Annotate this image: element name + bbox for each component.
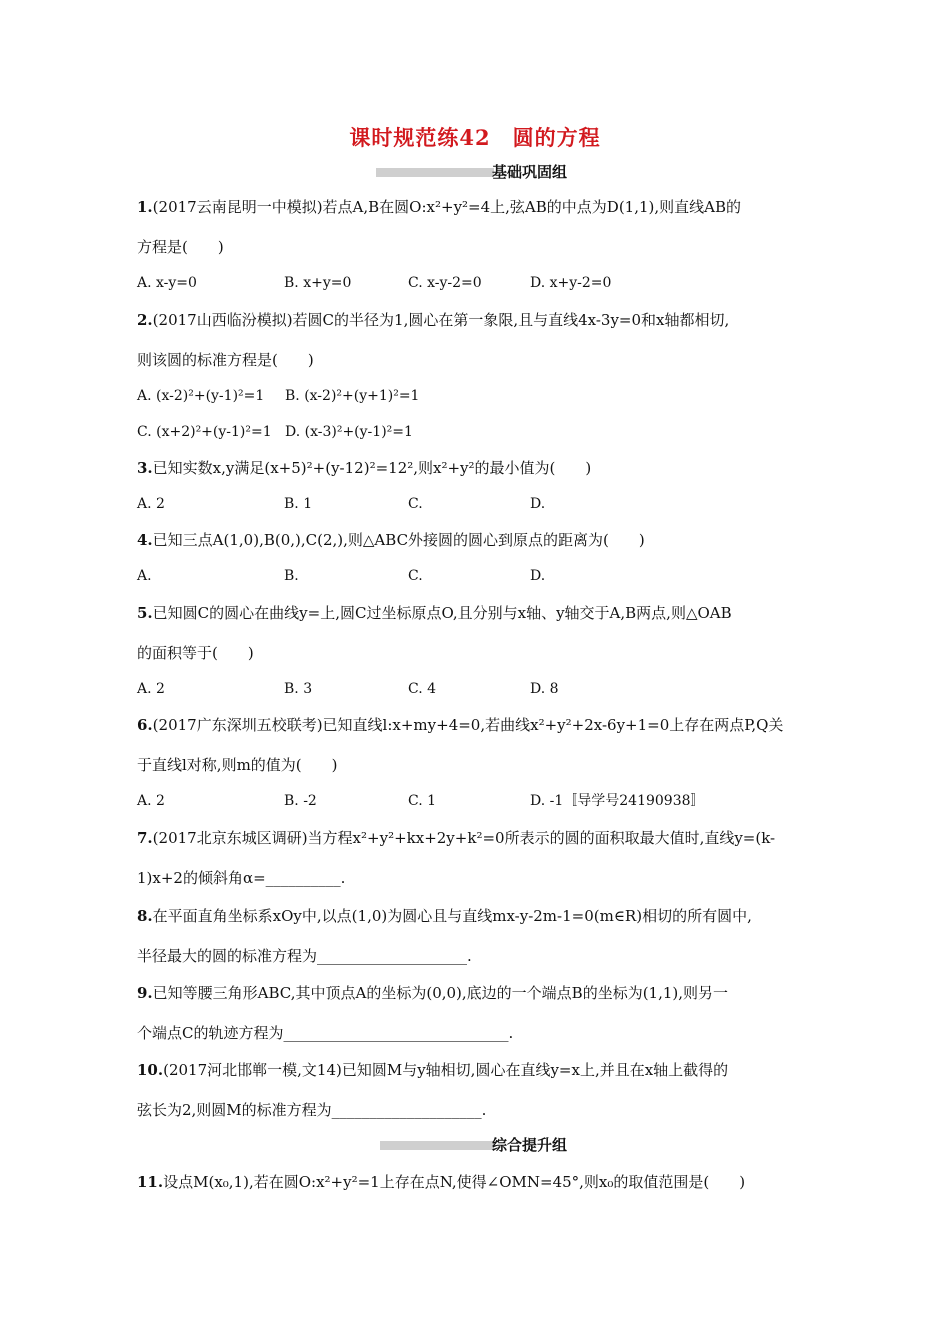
option-a: A. 2 xyxy=(137,681,165,697)
option-b: B. -2 xyxy=(284,793,317,809)
question-2-line-2: 则该圆的标准方程是( ) xyxy=(137,351,314,369)
option-b: B. (x-2)²+(y+1)²=1 xyxy=(285,388,420,404)
question-6-line-1: 6.(2017广东深圳五校联考)已知直线l:x+my+4=0,若曲线x²+y²+2x-6y+1=0上存在两点P,Q关 xyxy=(137,716,784,734)
question-9-line-1: 9.已知等腰三角形ABC,其中顶点A的坐标为(0,0),底边的一个端点B的坐标为(1,1),则另一 xyxy=(137,984,729,1002)
option-c: C. 1 xyxy=(408,793,437,809)
option-d: D. x+y-2=0 xyxy=(530,275,612,291)
question-6-line-2: 于直线l对称,则m的值为( ) xyxy=(137,756,338,774)
option-b: B. 1 xyxy=(284,496,313,512)
option-a: A. x-y=0 xyxy=(137,275,197,291)
option-d: D. xyxy=(530,496,546,512)
section-bar xyxy=(380,1141,494,1150)
question-1-line-1: 1.(2017云南昆明一中模拟)若点A,B在圆O:x²+y²=4上,弦AB的中点为D(1,1),则直线AB的 xyxy=(137,198,741,216)
section-label: 基础巩固组 xyxy=(492,163,568,181)
question-5-line-2: 的面积等于( ) xyxy=(137,644,254,662)
question-3-line-1: 3.已知实数x,y满足(x+5)²+(y-12)²=12²,则x²+y²的最小值为( ) xyxy=(137,459,592,477)
section-bar xyxy=(376,168,494,177)
question-10-line-1: 10.(2017河北邯郸一模,文14)已知圆M与y轴相切,圆心在直线y=x上,并且在x轴上截得的 xyxy=(137,1061,729,1079)
option-c: C. 4 xyxy=(408,681,437,697)
option-d: D. xyxy=(530,568,546,584)
page-title: 课时规范练42 圆的方程 xyxy=(349,125,601,150)
option-c: C. xyxy=(408,496,423,512)
section-label: 综合提升组 xyxy=(492,1136,568,1154)
option-c: C. (x+2)²+(y-1)²=1 xyxy=(137,424,272,440)
option-d: D. (x-3)²+(y-1)²=1 xyxy=(285,424,413,440)
option-c: C. xyxy=(408,568,423,584)
option-a: A. 2 xyxy=(137,496,165,512)
question-1-line-2: 方程是( ) xyxy=(137,238,224,256)
question-4-line-1: 4.已知三点A(1,0),B(0,),C(2,),则△ABC外接圆的圆心到原点的距离为( ) xyxy=(137,531,645,549)
question-11-line-1: 11.设点M(x₀,1),若在圆O:x²+y²=1上存在点N,使得∠OMN=45°,则x₀的取值范围是( ) xyxy=(137,1173,746,1191)
option-a: A. 2 xyxy=(137,793,165,809)
question-5-line-1: 5.已知圆C的圆心在曲线y=上,圆C过坐标原点O,且分别与x轴、y轴交于A,B两点,则△OAB xyxy=(137,604,732,622)
section-header-advanced xyxy=(380,1134,610,1154)
question-10-line-2: 弦长为2,则圆M的标准方程为____________________. xyxy=(137,1101,487,1119)
option-c: C. x-y-2=0 xyxy=(408,275,482,291)
option-b: B. x+y=0 xyxy=(284,275,352,291)
option-d: D. -1〚导学号24190938〛 xyxy=(530,793,705,809)
option-b: B. 3 xyxy=(284,681,313,697)
question-9-line-2: 个端点C的轨迹方程为______________________________. xyxy=(137,1024,514,1042)
option-b: B. xyxy=(284,568,299,584)
option-a: A. xyxy=(137,568,152,584)
option-a: A. (x-2)²+(y-1)²=1 xyxy=(137,388,265,404)
section-header-basic xyxy=(376,161,606,181)
question-7-line-1: 7.(2017北京东城区调研)当方程x²+y²+kx+2y+k²=0所表示的圆的面积取最大值时,直线y=(k- xyxy=(137,829,776,847)
question-8-line-1: 8.在平面直角坐标系xOy中,以点(1,0)为圆心且与直线mx-y-2m-1=0(m∈R)相切的所有圆中, xyxy=(137,907,752,925)
option-d: D. 8 xyxy=(530,681,559,697)
question-8-line-2: 半径最大的圆的标准方程为____________________. xyxy=(137,947,472,965)
question-7-line-2: 1)x+2的倾斜角α=__________. xyxy=(137,869,346,887)
question-2-line-1: 2.(2017山西临汾模拟)若圆C的半径为1,圆心在第一象限,且与直线4x-3y=0和x轴都相切, xyxy=(137,311,730,329)
